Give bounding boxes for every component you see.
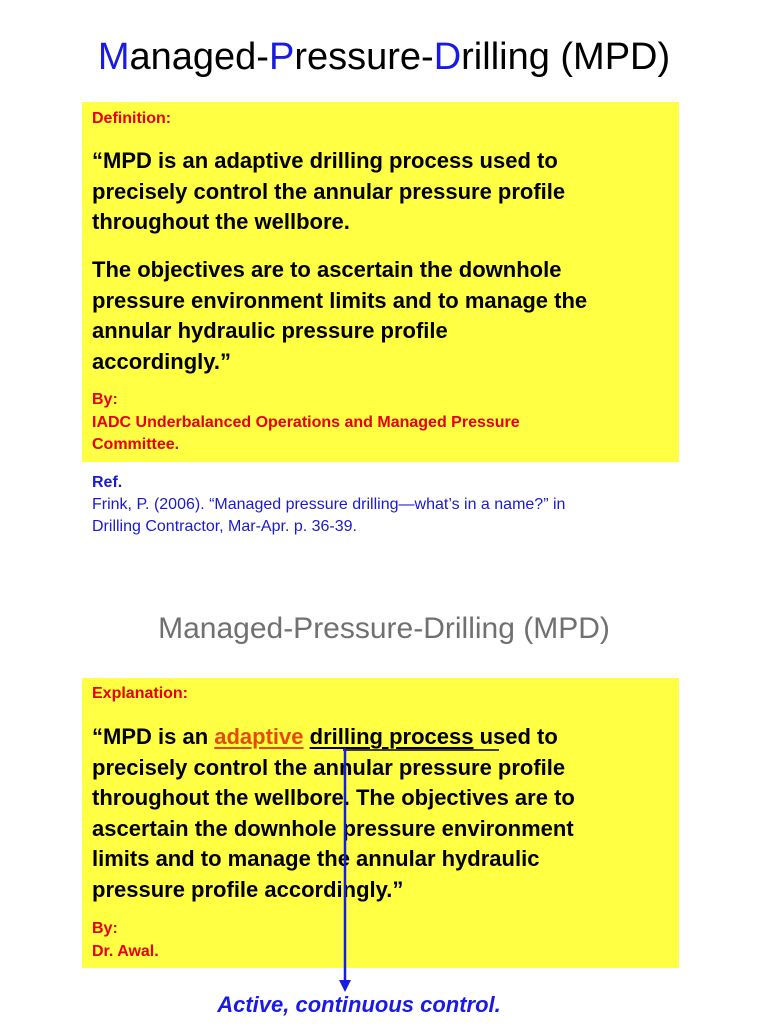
quote-line: pressure profile accordingly.” [92, 876, 404, 902]
by-name: Dr. Awal. [92, 942, 159, 960]
quote-line: throughout the wellbore. The objectives are to [92, 785, 575, 810]
title-part: M [97, 36, 130, 78]
title-part: P [268, 36, 295, 78]
quote-line: annular hydraulic pressure profile [92, 318, 448, 343]
quote-line: throughout the wellbore. [92, 209, 350, 234]
quote-line: accordingly.” [92, 348, 231, 374]
quote-line: precisely control the annular pressure profile [92, 754, 566, 780]
quote-line: “MPD is an adaptive drilling process used to [92, 148, 558, 173]
ref-line: Frink, P. (2006). “Managed pressure drilling—what’s in a name?” in [92, 496, 566, 513]
ref-label: Ref. [92, 474, 123, 491]
ref-line: Drilling Contractor, Mar-Apr. p. 36-39. [92, 518, 357, 535]
by-label: By: [92, 391, 118, 408]
quote-line: precisely control the annular pressure profile [92, 178, 566, 204]
caption-text: Active, continuous control. [217, 992, 501, 1017]
by-label: By: [92, 920, 118, 937]
quote-line: pressure environment limits and to manage the [92, 287, 588, 313]
title-part: rilling (MPD) [461, 36, 671, 78]
quote-line: ascertain the downhole pressure environment [92, 815, 574, 841]
slide2-title: Managed-Pressure-Drilling (MPD) [158, 612, 610, 645]
adaptive-word: adaptive [214, 724, 304, 749]
title-part: anaged- [129, 36, 269, 78]
title-part: D [433, 36, 462, 78]
definition-label: Definition: [92, 110, 172, 127]
quote-line: limits and to manage the annular hydraulic [92, 846, 540, 871]
by-line: IADC Underbalanced Operations and Managed Pressure [92, 413, 520, 431]
drilling-process-phrase: drilling process [309, 724, 474, 749]
by-line: Committee. [92, 436, 180, 453]
quote-text: used to [473, 724, 558, 749]
title-part: ressure- [294, 36, 434, 78]
explanation-label: Explanation: [92, 685, 189, 702]
quote-line: The objectives are to ascertain the downhole [92, 257, 562, 282]
quote-text: “MPD is an [92, 724, 215, 749]
